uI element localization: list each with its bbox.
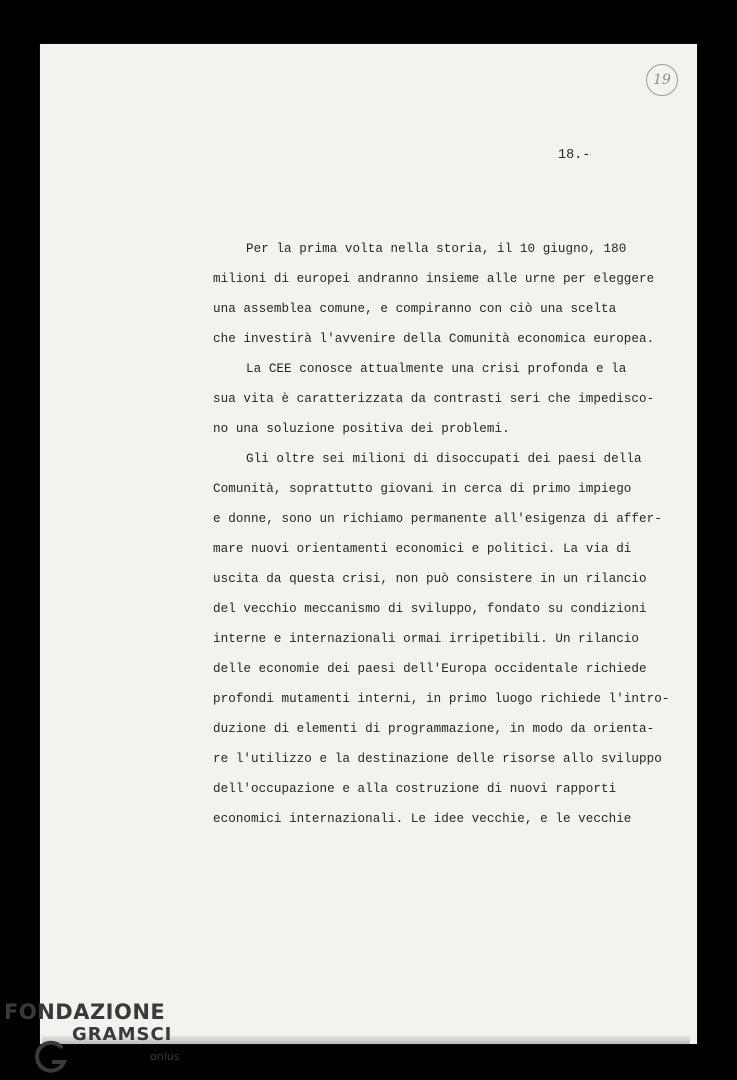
text-line: La CEE conosce attualmente una crisi profonda e la (246, 362, 627, 376)
text-line: re l'utilizzo e la destinazione delle risorse allo sviluppo (213, 752, 662, 766)
page-number: 18.- (558, 148, 591, 163)
paragraph (213, 444, 670, 834)
text-line: del vecchio meccanismo di sviluppo, fondato su condizioni (213, 602, 647, 616)
text-line: interne e internazionali ormai irripetibili. Un rilancio (213, 632, 640, 646)
text-line: dell'occupazione e alla costruzione di nuovi rapporti (213, 782, 617, 796)
archive-number-stamp: 19 (646, 64, 678, 96)
text-line: che investirà l'avvenire della Comunità economica europea. (213, 332, 655, 346)
watermark-line1: FONDAZIONE (4, 1000, 166, 1024)
text-line: economici internazionali. Le idee vecchie, e le vecchie (213, 812, 632, 826)
watermark-line3: onlus (150, 1050, 180, 1063)
text-line: delle economie dei paesi dell'Europa occidentale richiede (213, 662, 647, 676)
text-line: una assemblea comune, e compiranno con ciò una scelta (213, 302, 617, 316)
text-line: Gli oltre sei milioni di disoccupati dei paesi della (246, 452, 642, 466)
paragraph (213, 234, 655, 354)
text-line: Per la prima volta nella storia, il 10 giugno, 180 (246, 242, 627, 256)
text-line: sua vita è caratterizzata da contrasti seri che impedisco- (213, 392, 655, 406)
text-line: duzione di elementi di programmazione, in modo da orienta- (213, 722, 655, 736)
text-line: milioni di europei andranno insieme alle urne per eleggere (213, 272, 655, 286)
document-page (40, 44, 697, 1044)
watermark-g-icon (32, 1036, 72, 1076)
text-line: mare nuovi orientamenti economici e politici. La via di (213, 542, 632, 556)
text-line: Comunità, soprattutto giovani in cerca di primo impiego (213, 482, 632, 496)
text-line: profondi mutamenti interni, in primo luogo richiede l'intro- (213, 692, 670, 706)
watermark-logo (4, 1000, 194, 1080)
watermark-line2: GRAMSCI (72, 1024, 173, 1045)
paragraph (213, 354, 655, 444)
document-body (213, 234, 670, 834)
text-line: e donne, sono un richiamo permanente all'esigenza di affer- (213, 512, 662, 526)
text-line: uscita da questa crisi, non può consistere in un rilancio (213, 572, 647, 586)
text-line: no una soluzione positiva dei problemi. (213, 422, 510, 436)
